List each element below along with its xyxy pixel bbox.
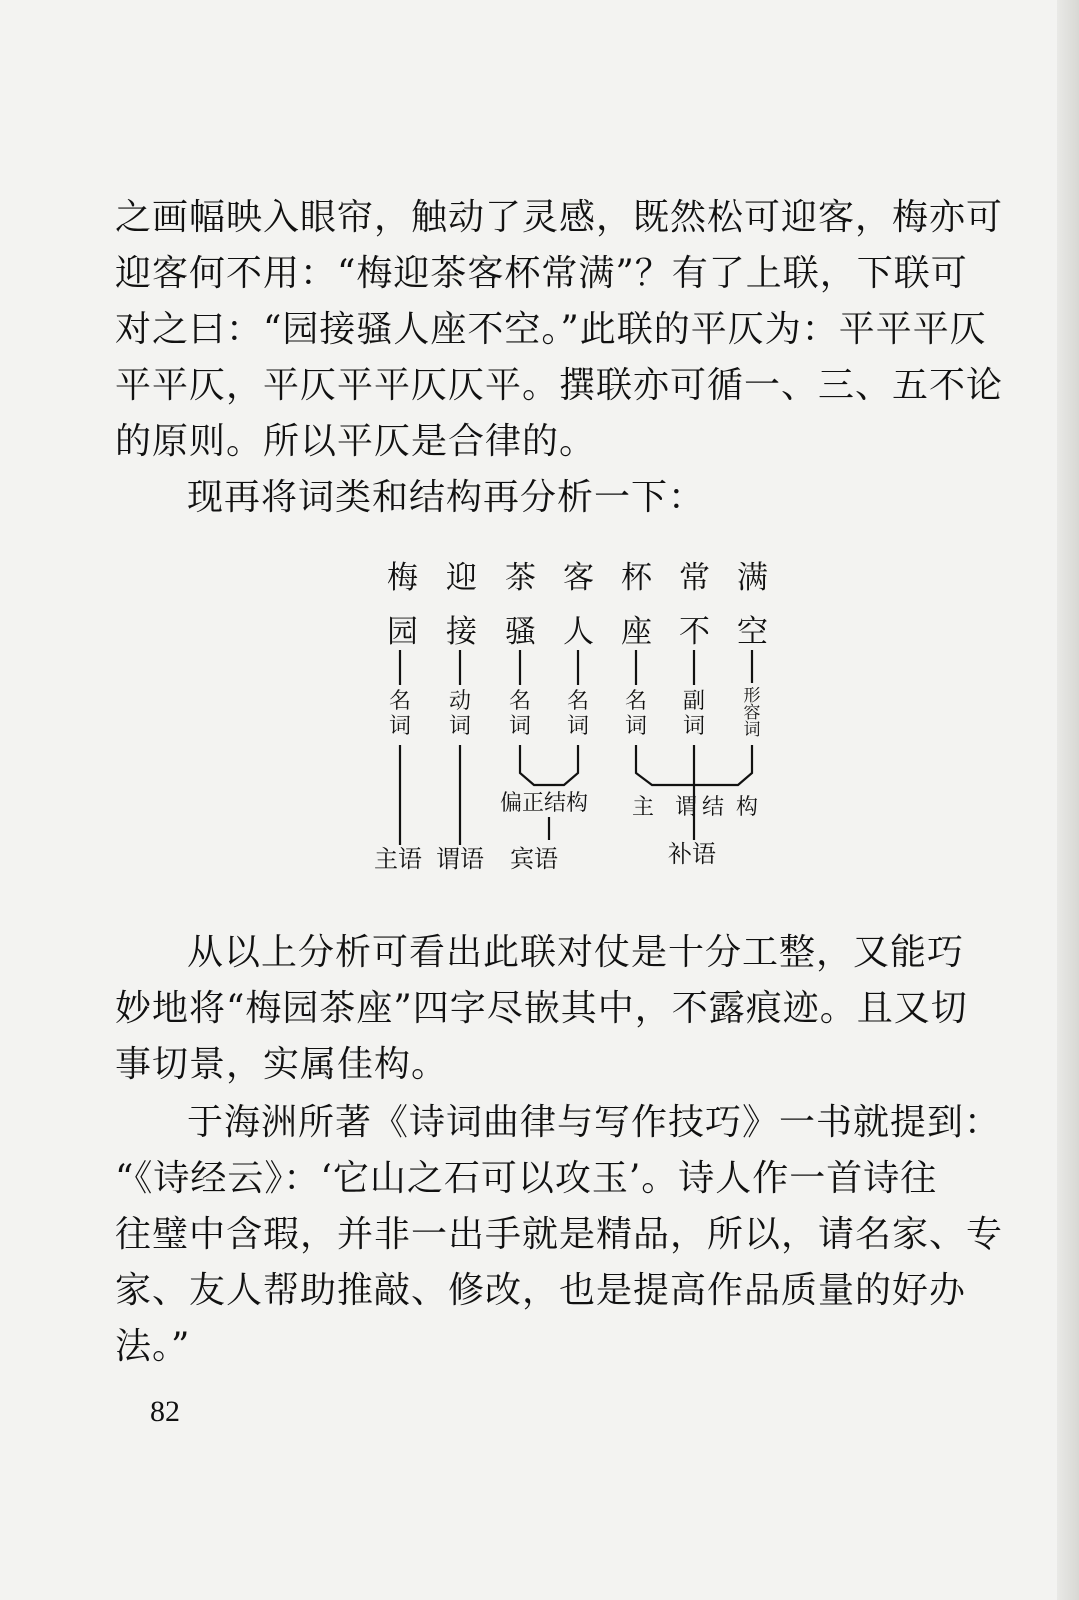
paragraph-couplet-intro <box>115 190 1004 470</box>
text-line: 对之曰：“园接骚人座不空。”此联的平仄为：平平平仄 <box>115 309 987 350</box>
paragraph-conclusion <box>115 925 968 1093</box>
modifier-structure-label: 偏正结构 <box>500 791 589 816</box>
text-line: 平平仄，平仄平平仄仄平。撰联亦可循一、三、五不论 <box>115 365 1004 406</box>
text-line: 现再将词类和结构再分析一下： <box>187 477 706 518</box>
word-class-label: 动词 <box>448 689 471 739</box>
upper-char: 常 <box>679 560 710 596</box>
text-line: 的原则。所以平仄是合律的。 <box>115 421 597 462</box>
word-class-label: 名词 <box>388 689 411 739</box>
text-line: 之画幅映入眼帘，触动了灵感，既然松可迎客，梅亦可 <box>115 197 1004 238</box>
text-line: 妙地将“梅园茶座”四字尽嵌其中，不露痕迹。且又切 <box>115 988 968 1029</box>
lower-char: 座 <box>621 614 652 650</box>
upper-char: 茶 <box>505 560 536 596</box>
lower-char: 接 <box>446 614 477 650</box>
structure-char: 构 <box>736 795 759 820</box>
lower-char: 空 <box>737 614 768 650</box>
upper-char: 梅 <box>387 560 418 596</box>
role-complement: 补语 <box>668 840 716 868</box>
text-line: 家、友人帮助推敲、修改，也是提高作品质量的好办 <box>115 1270 967 1311</box>
word-class-label: 名词 <box>508 689 531 739</box>
upper-char: 杯 <box>621 560 652 596</box>
upper-char: 客 <box>563 560 594 596</box>
role-predicate: 谓语 <box>436 845 484 873</box>
upper-char: 迎 <box>446 560 477 596</box>
upper-char: 满 <box>737 560 768 596</box>
lower-char: 人 <box>563 614 594 650</box>
structure-char: 主 <box>632 795 655 820</box>
role-object: 宾语 <box>510 845 558 873</box>
lower-char: 不 <box>679 614 710 650</box>
text-line: 从以上分析可看出此联对仗是十分工整，又能巧 <box>187 932 965 973</box>
lower-char: 骚 <box>505 614 536 650</box>
page-number: 82 <box>150 1395 180 1428</box>
paragraph-quotation <box>115 1095 1004 1375</box>
word-class-label: 副词 <box>682 689 705 739</box>
text-line: 往璧中含瑕，并非一出手就是精品，所以，请名家、专 <box>115 1214 1004 1255</box>
text-line: “《诗经云》：‘它山之石可以攻玉’。诗人作一首诗往 <box>115 1158 938 1199</box>
lower-char: 园 <box>387 614 418 650</box>
text-line: 法。” <box>115 1326 191 1367</box>
paragraph-analysis-intro <box>115 470 935 526</box>
page-edge <box>1057 0 1079 1600</box>
text-line: 于海洲所著《诗词曲律与写作技巧》一书就提到： <box>187 1102 1002 1143</box>
text-line: 事切景，实属佳构。 <box>115 1044 449 1085</box>
role-subject: 主语 <box>374 845 422 873</box>
word-class-label: 形容词 <box>743 686 761 740</box>
text-line: 迎客何不用：“梅迎茶客杯常满”？有了上联，下联可 <box>115 253 968 294</box>
structure-char: 结 <box>702 795 725 820</box>
word-class-label: 名词 <box>566 689 589 739</box>
structure-char: 谓 <box>675 795 698 820</box>
word-class-label: 名词 <box>624 689 647 739</box>
grammar-diagram <box>360 555 790 885</box>
